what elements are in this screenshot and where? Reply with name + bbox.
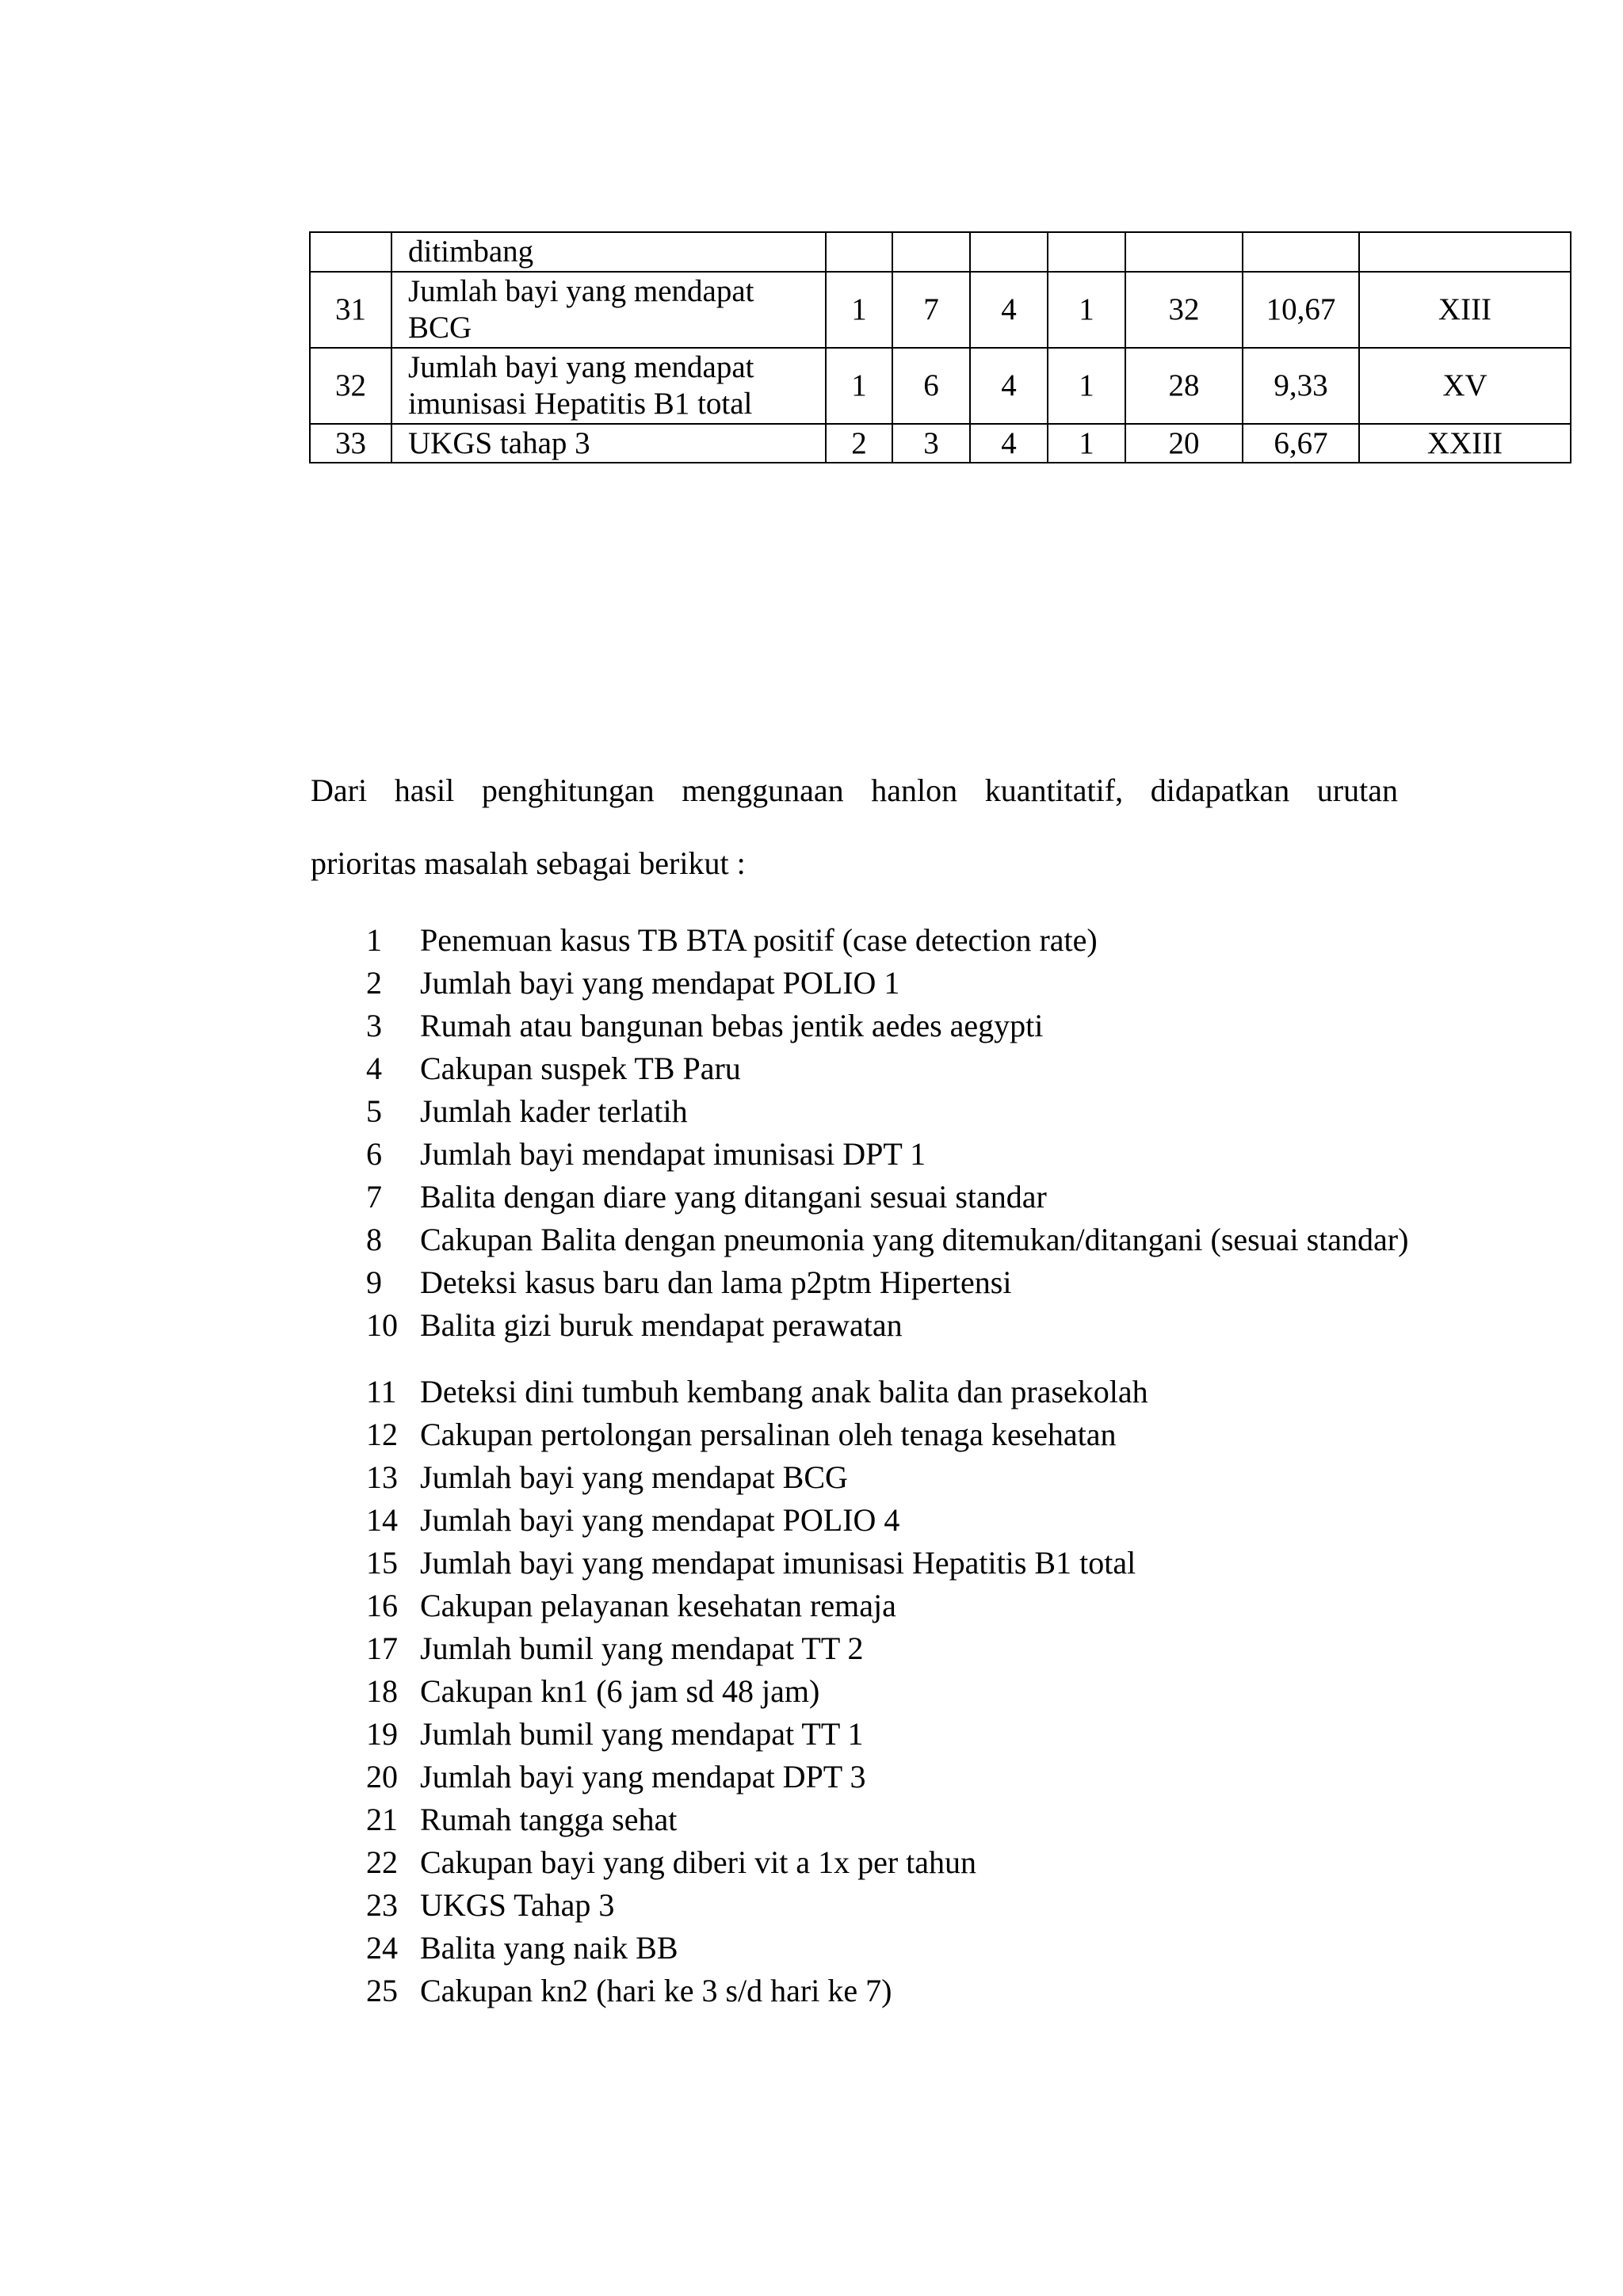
list-item-number: 23 bbox=[366, 1887, 398, 1923]
list-item bbox=[366, 965, 1412, 1001]
list-item-text: Cakupan suspek TB Paru bbox=[420, 1051, 741, 1086]
priority-rank: XIII bbox=[1359, 272, 1571, 348]
priority-rank: XV bbox=[1359, 348, 1571, 424]
score-criteria-c: 4 bbox=[970, 272, 1048, 348]
list-item bbox=[366, 1417, 1412, 1453]
list-item-text: Jumlah bumil yang mendapat TT 2 bbox=[420, 1630, 864, 1666]
list-item-number: 25 bbox=[366, 1973, 398, 2008]
list-item-number: 17 bbox=[366, 1630, 398, 1666]
table-body bbox=[310, 232, 1571, 463]
score-average: 6,67 bbox=[1243, 424, 1359, 463]
list-item-text: Jumlah bayi yang mendapat POLIO 1 bbox=[420, 965, 900, 1001]
list-item bbox=[366, 1673, 1412, 1710]
list-item bbox=[366, 1545, 1412, 1581]
paragraph-line-1: Dari hasil penghitungan menggunaan hanlon kuantitatif, didapatkan urutan bbox=[311, 772, 1398, 808]
hanlon-score-table bbox=[309, 231, 1571, 463]
indicator-name: UKGS tahap 3 bbox=[391, 424, 826, 463]
priority-list bbox=[366, 922, 1412, 2016]
list-item bbox=[366, 1887, 1412, 1924]
score-total: 32 bbox=[1125, 272, 1243, 348]
score-criteria-a: 1 bbox=[826, 272, 892, 348]
paragraph-line-2: prioritas masalah sebagai berikut : bbox=[311, 845, 746, 881]
list-item bbox=[366, 1716, 1412, 1753]
table-row bbox=[310, 232, 1571, 272]
row-number: 33 bbox=[310, 424, 391, 463]
score-criteria-d: 1 bbox=[1048, 272, 1125, 348]
list-item-number: 3 bbox=[366, 1008, 382, 1043]
score-criteria-d: 1 bbox=[1048, 424, 1125, 463]
list-item-text: Balita dengan diare yang ditangani sesuai standar bbox=[420, 1179, 1047, 1215]
list-item-text: Jumlah kader terlatih bbox=[420, 1093, 688, 1129]
list-item bbox=[366, 1759, 1412, 1795]
list-item-number: 12 bbox=[366, 1417, 398, 1452]
list-item-text: Balita gizi buruk mendapat perawatan bbox=[420, 1307, 903, 1343]
list-item-text: Deteksi kasus baru dan lama p2ptm Hipertensi bbox=[420, 1264, 1012, 1300]
priority-rank bbox=[1359, 232, 1571, 272]
list-item-text: Cakupan bayi yang diberi vit a 1x per tahun bbox=[420, 1844, 977, 1880]
score-total: 28 bbox=[1125, 348, 1243, 424]
list-item bbox=[366, 1844, 1412, 1881]
list-item-text: Cakupan kn1 (6 jam sd 48 jam) bbox=[420, 1673, 820, 1709]
score-average bbox=[1243, 232, 1359, 272]
list-item-number: 8 bbox=[366, 1222, 382, 1257]
score-criteria-c: 4 bbox=[970, 424, 1048, 463]
list-item bbox=[366, 1973, 1412, 2009]
score-total bbox=[1125, 232, 1243, 272]
indicator-name: Jumlah bayi yang mendapat BCG bbox=[391, 272, 826, 348]
score-criteria-b: 6 bbox=[892, 348, 970, 424]
list-item bbox=[366, 1179, 1412, 1215]
list-item bbox=[366, 1502, 1412, 1539]
list-item bbox=[366, 1093, 1412, 1130]
list-item-number: 21 bbox=[366, 1802, 398, 1837]
list-item-number: 16 bbox=[366, 1588, 398, 1623]
list-item bbox=[366, 1930, 1412, 1966]
list-item-text: Penemuan kasus TB BTA positif (case detection rate) bbox=[420, 922, 1098, 958]
score-criteria-b: 7 bbox=[892, 272, 970, 348]
indicator-name: Jumlah bayi yang mendapat imunisasi Hepatitis B1 total bbox=[391, 348, 826, 424]
table-row bbox=[310, 272, 1571, 348]
table-row bbox=[310, 424, 1571, 463]
list-item-text: Cakupan pelayanan kesehatan remaja bbox=[420, 1588, 896, 1623]
list-item-number: 13 bbox=[366, 1459, 398, 1495]
score-criteria-d bbox=[1048, 232, 1125, 272]
score-average: 9,33 bbox=[1243, 348, 1359, 424]
list-item bbox=[366, 1588, 1412, 1624]
score-criteria-a: 2 bbox=[826, 424, 892, 463]
list-item-text: UKGS Tahap 3 bbox=[420, 1887, 615, 1923]
list-item-number: 18 bbox=[366, 1673, 398, 1709]
list-item-number: 10 bbox=[366, 1307, 398, 1343]
list-item-text: Jumlah bayi yang mendapat POLIO 4 bbox=[420, 1502, 900, 1538]
list-item-text: Rumah tangga sehat bbox=[420, 1802, 678, 1837]
list-item bbox=[366, 1459, 1412, 1496]
list-item-text: Jumlah bayi yang mendapat BCG bbox=[420, 1459, 848, 1495]
score-criteria-a: 1 bbox=[826, 348, 892, 424]
list-item-number: 7 bbox=[366, 1179, 382, 1215]
list-item-text: Rumah atau bangunan bebas jentik aedes aegypti bbox=[420, 1008, 1044, 1043]
score-criteria-c: 4 bbox=[970, 348, 1048, 424]
list-item bbox=[366, 1374, 1412, 1410]
list-item-text: Cakupan kn2 (hari ke 3 s/d hari ke 7) bbox=[420, 1973, 892, 2008]
indicator-name: ditimbang bbox=[391, 232, 826, 272]
list-item-number: 2 bbox=[366, 965, 382, 1001]
list-item-text: Jumlah bayi mendapat imunisasi DPT 1 bbox=[420, 1136, 926, 1172]
list-item-text: Cakupan Balita dengan pneumonia yang ditemukan/ditangani (sesuai standar) bbox=[420, 1222, 1409, 1257]
list-item bbox=[366, 1222, 1412, 1258]
list-item-text: Jumlah bumil yang mendapat TT 1 bbox=[420, 1716, 864, 1752]
list-item-number: 6 bbox=[366, 1136, 382, 1172]
score-criteria-d: 1 bbox=[1048, 348, 1125, 424]
list-item bbox=[366, 1008, 1412, 1044]
list-item-number: 15 bbox=[366, 1545, 398, 1581]
list-item-text: Balita yang naik BB bbox=[420, 1930, 678, 1966]
row-number bbox=[310, 232, 391, 272]
score-average: 10,67 bbox=[1243, 272, 1359, 348]
row-number: 32 bbox=[310, 348, 391, 424]
list-item-text: Jumlah bayi yang mendapat DPT 3 bbox=[420, 1759, 866, 1794]
list-item-number: 24 bbox=[366, 1930, 398, 1966]
list-item-text: Jumlah bayi yang mendapat imunisasi Hepatitis B1 total bbox=[420, 1545, 1136, 1581]
priority-rank: XXIII bbox=[1359, 424, 1571, 463]
list-item-number: 19 bbox=[366, 1716, 398, 1752]
list-item-number: 11 bbox=[366, 1374, 397, 1409]
list-item-number: 5 bbox=[366, 1093, 382, 1129]
score-criteria-b: 3 bbox=[892, 424, 970, 463]
score-criteria-a bbox=[826, 232, 892, 272]
score-criteria-c bbox=[970, 232, 1048, 272]
list-item-text: Deteksi dini tumbuh kembang anak balita dan prasekolah bbox=[420, 1374, 1148, 1409]
list-item-number: 1 bbox=[366, 922, 382, 958]
score-criteria-b bbox=[892, 232, 970, 272]
table-row bbox=[310, 348, 1571, 424]
list-item bbox=[366, 1051, 1412, 1087]
list-item-text: Cakupan pertolongan persalinan oleh tenaga kesehatan bbox=[420, 1417, 1117, 1452]
list-item bbox=[366, 1802, 1412, 1838]
list-item bbox=[366, 922, 1412, 959]
score-total: 20 bbox=[1125, 424, 1243, 463]
list-item-number: 4 bbox=[366, 1051, 382, 1086]
list-item-number: 14 bbox=[366, 1502, 398, 1538]
list-item bbox=[366, 1264, 1412, 1301]
list-item bbox=[366, 1136, 1412, 1173]
list-item-number: 20 bbox=[366, 1759, 398, 1794]
list-item bbox=[366, 1307, 1412, 1344]
list-item-number: 22 bbox=[366, 1844, 398, 1880]
list-item-number: 9 bbox=[366, 1264, 382, 1300]
list-item bbox=[366, 1630, 1412, 1667]
row-number: 31 bbox=[310, 272, 391, 348]
